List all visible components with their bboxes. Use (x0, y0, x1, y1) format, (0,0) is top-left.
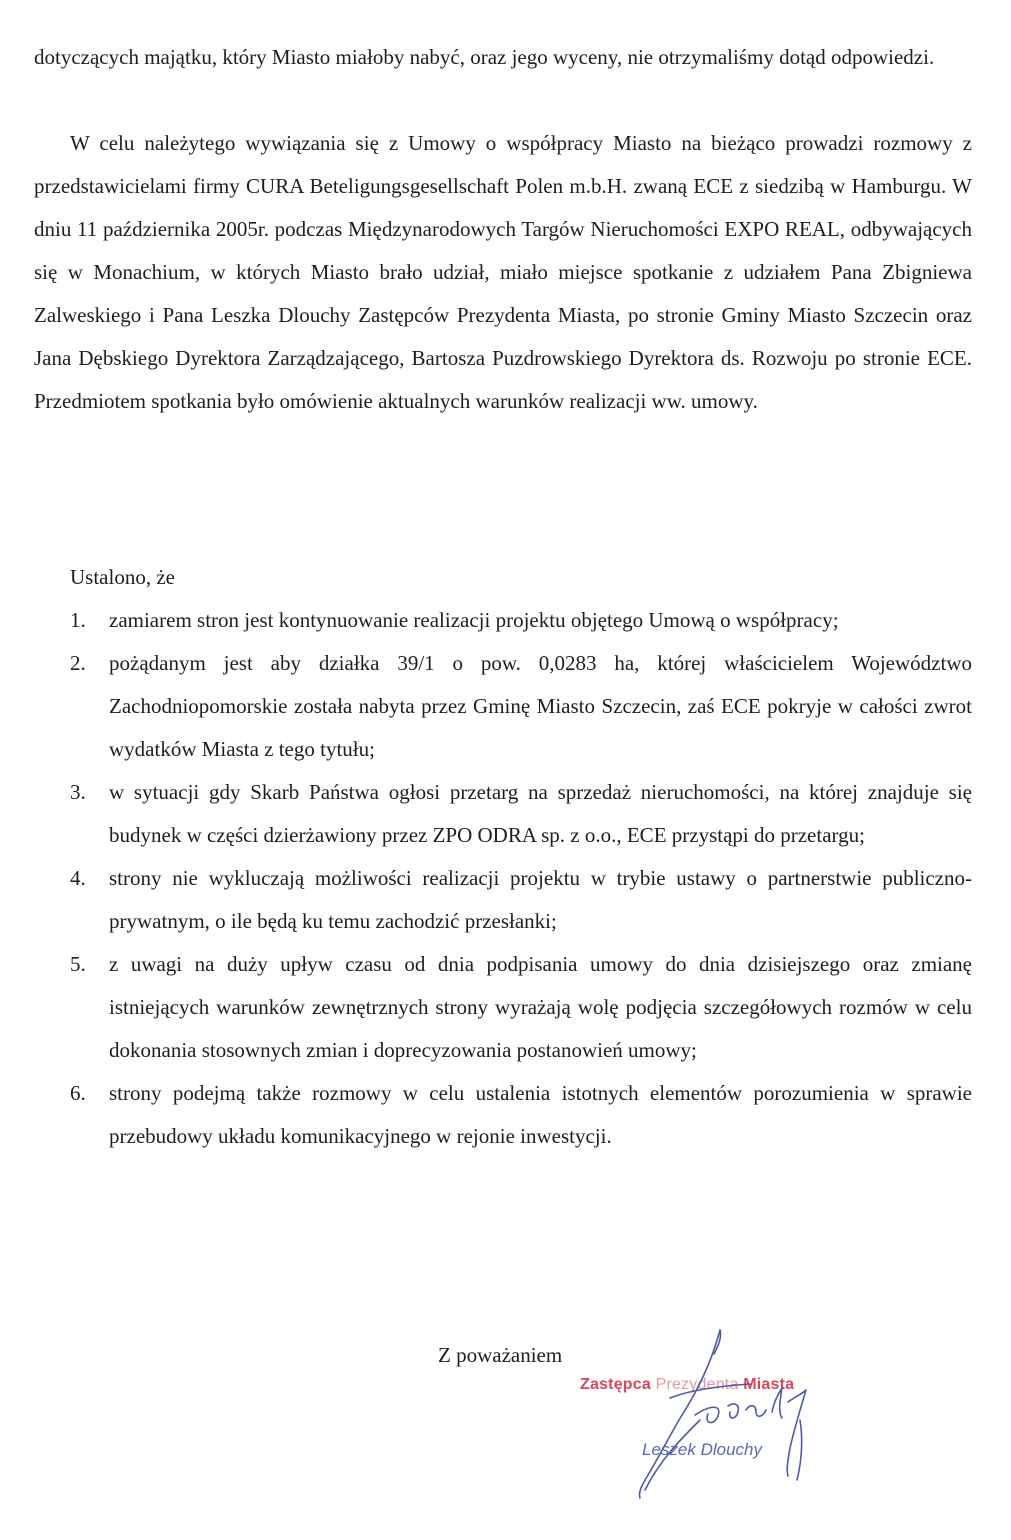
findings-intro: Ustalono, że (70, 565, 175, 589)
findings-list (34, 599, 972, 1158)
list-item-text: w sytuacji gdy Skarb Państwa ogłosi przetarg na sprzedaż nieruchomości, na której znajduje się budynek w części dzierżawiony przez ZPO ODRA sp. z o.o., ECE przystąpi do przetargu; (109, 780, 972, 847)
list-item-text: zamiarem stron jest kontynuowanie realizacji projektu objętego Umową o współpracy; (109, 608, 839, 632)
list-item (34, 943, 972, 1072)
stamp-title-end: Miasta (738, 1376, 795, 1393)
stamp-title-start: Zastępca (580, 1376, 651, 1393)
list-item-text: z uwagi na duży upływ czasu od dnia podpisania umowy do dnia dzisiejszego oraz zmianę istniejących warunków zewnętrznych strony wyrażają wolę podjęcia szczegółowych rozmów w celu dokonania stosownych zmian i doprecyzowania postanowień umowy; (109, 952, 972, 1062)
handwritten-signature (600, 1320, 840, 1520)
stamp-title-middle: Prezydenta (650, 1376, 739, 1393)
paragraph-meeting-description: W celu należytego wywiązania się z Umowy o współpracy Miasto na bieżąco prowadzi rozmowy z przedstawicielami firmy CURA Beteligungsgesellschaft Polen m.b.H. zwaną ECE z siedzibą w Hamburgu. W dniu 11 października 2005r. podczas Międzynarodowych Targów Nieruchomości EXPO REAL, odbywających się w Monachium, w których Miasto brało udział, miało miejsce spotkanie z udziałem Pana Zbigniewa Zalweskiego i Pana Leszka Dlouchy Zastępców Prezydenta Miasta, po stronie Gminy Miasto Szczecin oraz Jana Dębskiego Dyrektora Zarządzającego, Bartosza Puzdrowskiego Dyrektora ds. Rozwoju po stronie ECE. Przedmiotem spotkania było omówienie aktualnych warunków realizacji ww. umowy. (34, 131, 972, 413)
list-item-number: 6. (70, 1081, 86, 1105)
list-item (34, 771, 972, 857)
list-item-number: 1. (70, 608, 86, 632)
list-item (34, 599, 972, 642)
official-stamp-name: Leszek Dlouchy (642, 1440, 763, 1459)
list-item-number: 5. (70, 952, 86, 976)
list-item-number: 4. (70, 866, 86, 890)
paragraph-continuation: dotyczących majątku, który Miasto miałoby nabyć, oraz jego wyceny, nie otrzymaliśmy dotąd odpowiedzi. (34, 45, 935, 69)
list-item (34, 1072, 972, 1158)
list-item-number: 3. (70, 780, 86, 804)
list-item-text: strony podejmą także rozmowy w celu ustalenia istotnych elementów porozumienia w sprawie przebudowy układu komunikacyjnego w rejonie inwestycji. (109, 1081, 972, 1148)
closing-salutation: Z poważaniem (438, 1343, 563, 1367)
list-item-text: strony nie wykluczają możliwości realizacji projektu w trybie ustawy o partnerstwie publiczno-prywatnym, o ile będą ku temu zachodzić przesłanki; (109, 866, 972, 933)
list-item-text: pożądanym jest aby działka 39/1 o pow. 0,0283 ha, której właścicielem Województwo Zachodniopomorskie została nabyta przez Gminę Miasto Szczecin, zaś ECE pokryje w całości zwrot wydatków Miasta z tego tytułu; (109, 651, 972, 761)
list-item (34, 642, 972, 771)
list-item (34, 857, 972, 943)
list-item-number: 2. (70, 651, 86, 675)
